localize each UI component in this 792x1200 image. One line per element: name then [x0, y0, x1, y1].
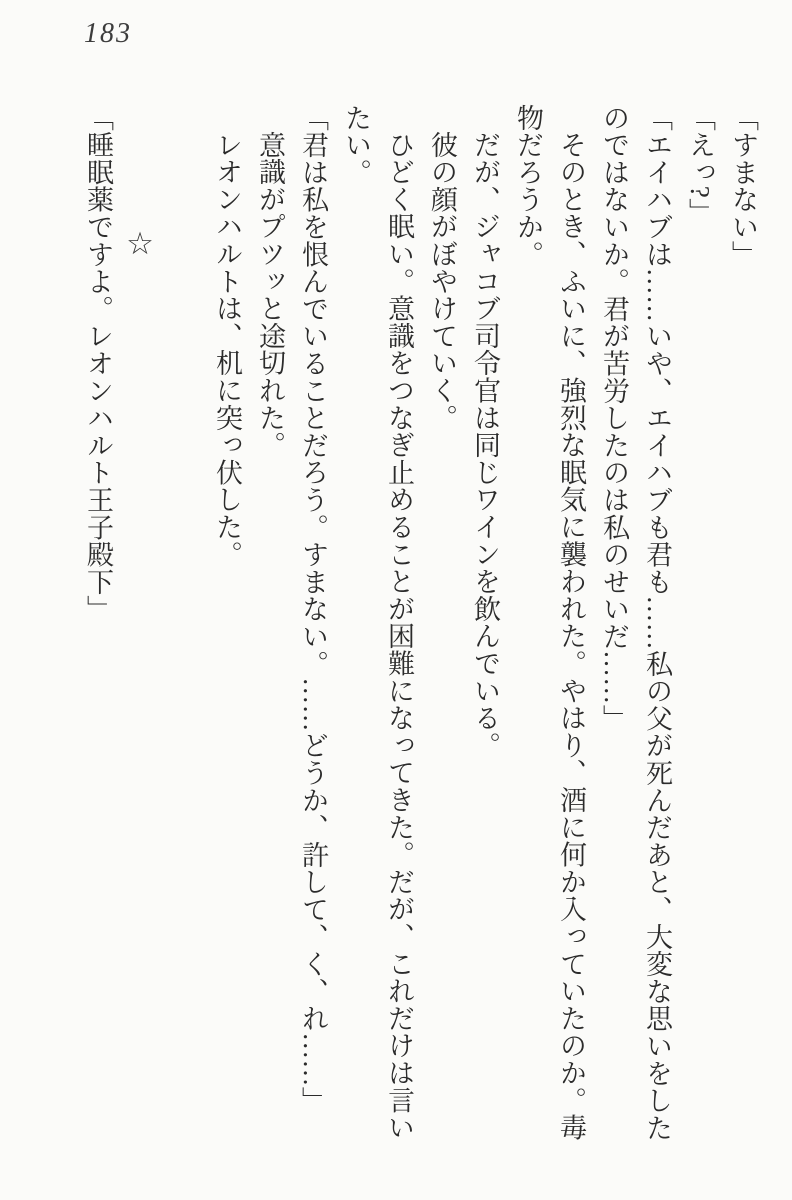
dialogue-line: 「えっ?」	[685, 104, 715, 226]
dialogue-line: 「君は私を恨んでいることだろう。すまない。……どうか、許して、く、れ……」	[298, 104, 328, 1115]
dialogue-line: 「すまない」	[728, 104, 758, 268]
narration-line: 意識がプツッと途切れた。	[255, 131, 285, 459]
section-separator-star: ☆	[123, 226, 158, 263]
dialogue-line: 「睡眠薬ですよ。レオンハルト王子殿下」	[83, 104, 113, 623]
narration-line: ひどく眠い。意識をつなぎ止めることが困難になってきた。だが、これだけは言いたい。	[341, 104, 414, 1142]
narration-line: 彼の顔がぼやけていく。	[427, 131, 457, 432]
dialogue-line: 「エイハブは……いや、エイハブも君も……私の父が死んだあと、大変な思いをしたのではないか。君が苦労したのは私のせいだ……」	[599, 104, 672, 1142]
narration-line: だが、ジャコブ司令官は同じワインを飲んでいる。	[470, 131, 500, 759]
page-number: 183	[84, 18, 132, 49]
blank-line	[162, 104, 205, 1142]
narration-line: レオンハルトは、机に突っ伏した。	[212, 131, 242, 568]
narration-line: そのとき、ふいに、強烈な眠気に襲われた。やはり、酒に何か入っていたのか。毒物だろうか。	[513, 104, 586, 1142]
text-block	[76, 104, 764, 1142]
